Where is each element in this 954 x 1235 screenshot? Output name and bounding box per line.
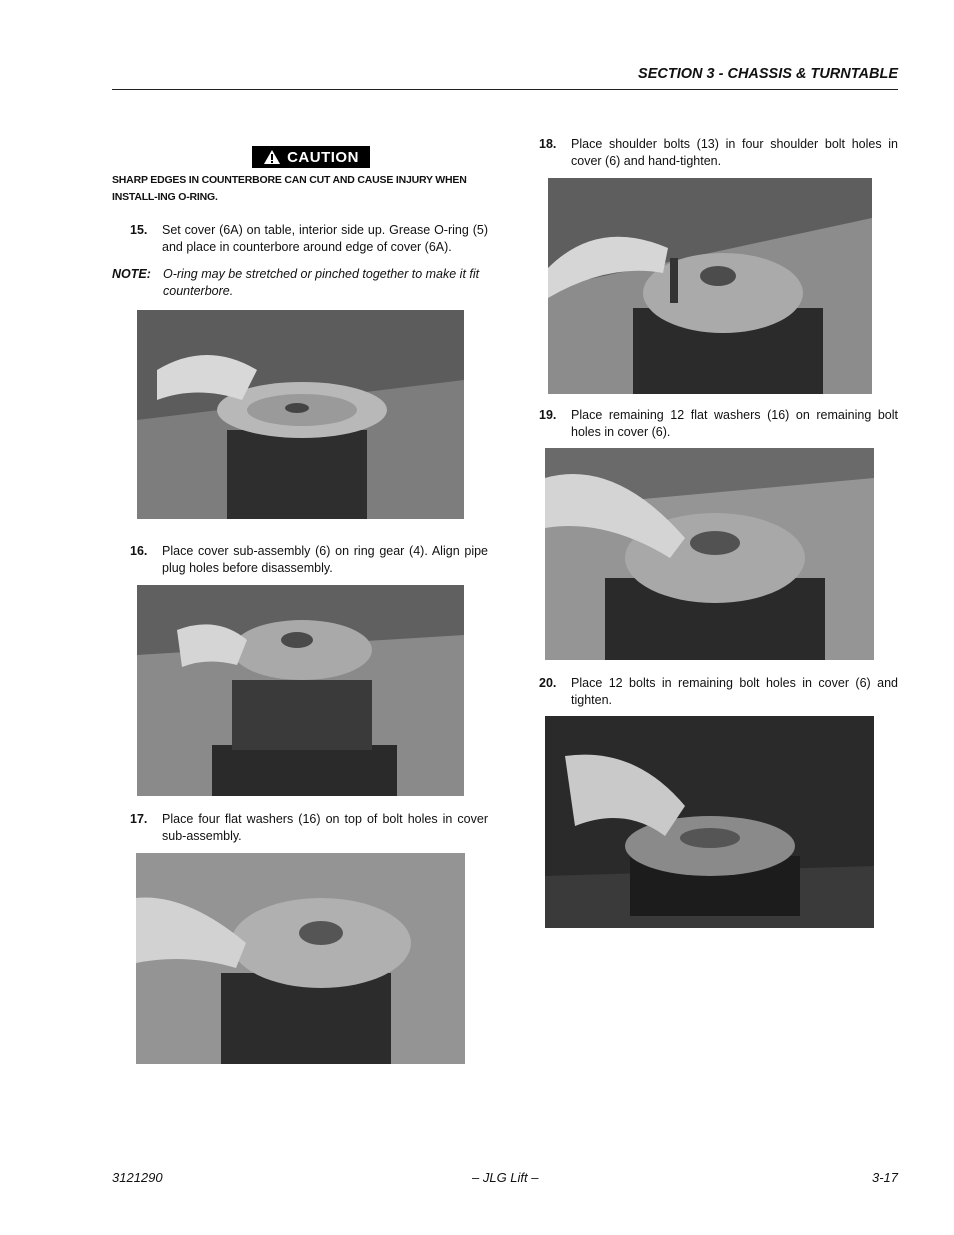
footer-brand: – JLG Lift – — [472, 1170, 539, 1185]
photo-step-15 — [137, 310, 464, 519]
photo-step-20 — [545, 716, 874, 928]
section-title: SECTION 3 - CHASSIS & TURNTABLE — [638, 66, 898, 82]
header-rule — [112, 89, 898, 90]
footer-page-number: 3-17 — [871, 1170, 898, 1185]
step-20 — [539, 675, 898, 709]
caution-text: SHARP EDGES IN COUNTERBORE CAN CUT AND CAUSE INJURY WHEN INSTALL-ING O-RING. — [112, 174, 467, 203]
caution-label: CAUTION — [287, 148, 359, 166]
step-number: 17. — [130, 812, 148, 826]
photo-step-18 — [548, 178, 872, 394]
step-number: 15. — [130, 223, 148, 237]
step-17 — [130, 811, 488, 845]
photo-step-16 — [137, 585, 464, 796]
step-number: 18. — [539, 137, 557, 151]
note-label: NOTE: — [112, 267, 151, 281]
step-text: Place cover sub-assembly (6) on ring gear (4). Align pipe plug holes before disassembly. — [162, 544, 488, 575]
step-15 — [130, 222, 488, 256]
step-text: Place four flat washers (16) on top of bolt holes in cover sub-assembly. — [162, 812, 488, 843]
step-text: Place shoulder bolts (13) in four shoulder bolt holes in cover (6) and hand-tighten. — [571, 137, 898, 168]
step-19 — [539, 407, 898, 441]
step-number: 16. — [130, 544, 148, 558]
step-text: Set cover (6A) on table, interior side up. Grease O-ring (5) and place in counterbore around edge of cover (6A). — [162, 223, 488, 254]
step-number: 20. — [539, 676, 557, 690]
warning-icon — [263, 149, 281, 165]
footer-doc-number: 3121290 — [112, 1170, 163, 1185]
step-number: 19. — [539, 408, 557, 422]
step-16 — [130, 543, 488, 577]
caution-banner — [252, 146, 370, 168]
photo-step-17 — [136, 853, 465, 1064]
photo-step-19 — [545, 448, 874, 660]
step-text: Place remaining 12 flat washers (16) on remaining bolt holes in cover (6). — [571, 408, 898, 439]
step-18 — [539, 136, 898, 170]
step-text: Place 12 bolts in remaining bolt holes in cover (6) and tighten. — [571, 676, 898, 707]
note — [112, 266, 492, 300]
note-text: O-ring may be stretched or pinched together to make it fit counterbore. — [163, 267, 480, 298]
